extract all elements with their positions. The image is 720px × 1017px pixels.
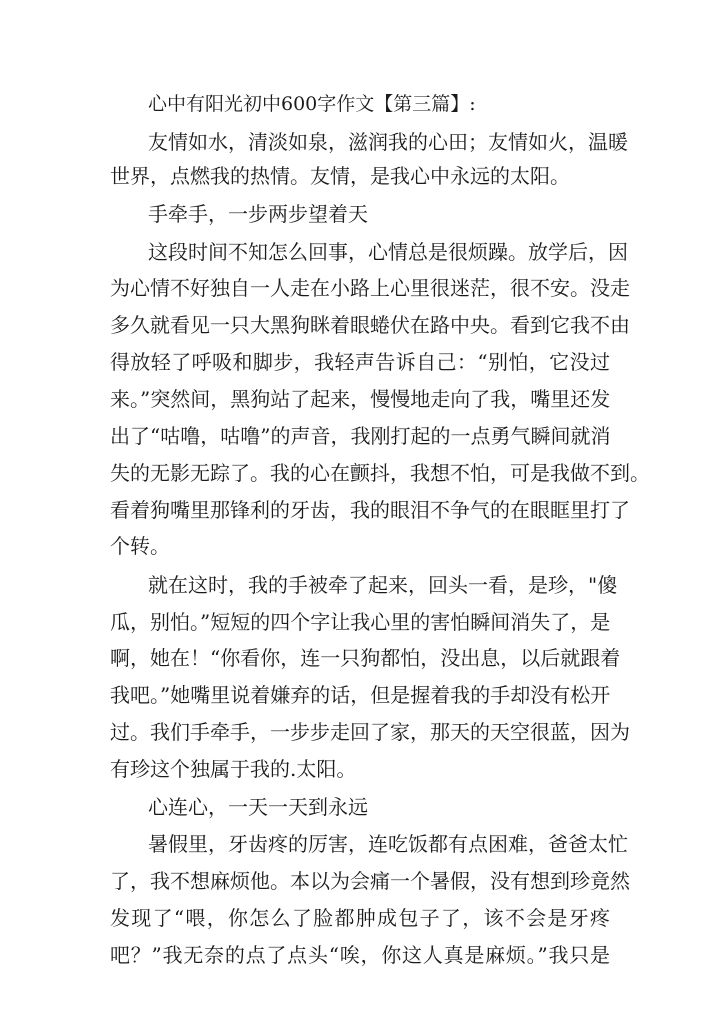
paragraph-line: 发现了“喂，你怎么了脸都肿成包子了，该不会是牙疼 bbox=[110, 906, 610, 930]
paragraph-line: 多久就看见一只大黑狗眯着眼蜷伏在路中央。看到它我不由 bbox=[110, 313, 630, 337]
paragraph-line: 了，我不想麻烦他。本以为会痛一个暑假，没有想到珍竟然 bbox=[110, 869, 630, 893]
paragraph-line: 有珍这个独属于我的.太阳。 bbox=[110, 757, 357, 781]
paragraph-line: 这段时间不知怎么回事，心情总是很烦躁。放学后，因 bbox=[148, 240, 628, 264]
document-title: 心中有阳光初中600字作文【第三篇】: bbox=[148, 93, 476, 115]
paragraph-line: 来。”突然间，黑狗站了起来，慢慢地走向了我，嘴里还发 bbox=[110, 387, 611, 411]
paragraph-line: 为心情不好独自一人走在小路上心里很迷茫，很不安。没走 bbox=[110, 276, 630, 300]
paragraph-line: 吧？”我无奈的点了点头“唉，你这人真是麻烦。”我只是 bbox=[110, 943, 610, 967]
paragraph-line: 个转。 bbox=[110, 534, 170, 558]
paragraph-line: 就在这时，我的手被牵了起来，回头一看，是珍，"傻 bbox=[148, 573, 618, 597]
paragraph-line: 失的无影无踪了。我的心在颤抖，我想不怕，可是我做不到。 bbox=[110, 461, 650, 485]
paragraph-line: 得放轻了呼吸和脚步，我轻声告诉自己：“别怕，它没过 bbox=[110, 350, 610, 374]
paragraph-line: 我吧。”她嘴里说着嫌弃的话，但是握着我的手却没有松开 bbox=[110, 683, 611, 707]
paragraph-line: 过。我们手牵手，一步步走回了家，那天的天空很蓝，因为 bbox=[110, 720, 630, 744]
paragraph-line: 出了“咕噜，咕噜”的声音，我刚打起的一点勇气瞬间就消 bbox=[110, 424, 611, 448]
paragraph-line: 看着狗嘴里那锋利的牙齿，我的眼泪不争气的在眼眶里打了 bbox=[110, 498, 630, 522]
paragraph-line: 世界，点燃我的热情。友情，是我心中永远的太阳。 bbox=[110, 164, 570, 188]
paragraph-line: 友情如水，清淡如泉，滋润我的心田；友情如火，温暖 bbox=[148, 130, 628, 154]
paragraph-line: 瓜，别怕。”短短的四个字让我心里的害怕瞬间消失了，是 bbox=[110, 610, 611, 634]
section-heading: 手牵手，一步两步望着天 bbox=[148, 202, 368, 226]
paragraph-line: 啊，她在！“你看你，连一只狗都怕，没出息，以后就跟着 bbox=[110, 646, 621, 670]
section-heading: 心连心，一天一天到永远 bbox=[148, 795, 368, 819]
paragraph-line: 暑假里，牙齿疼的厉害，连吃饭都有点困难，爸爸太忙 bbox=[148, 832, 628, 856]
